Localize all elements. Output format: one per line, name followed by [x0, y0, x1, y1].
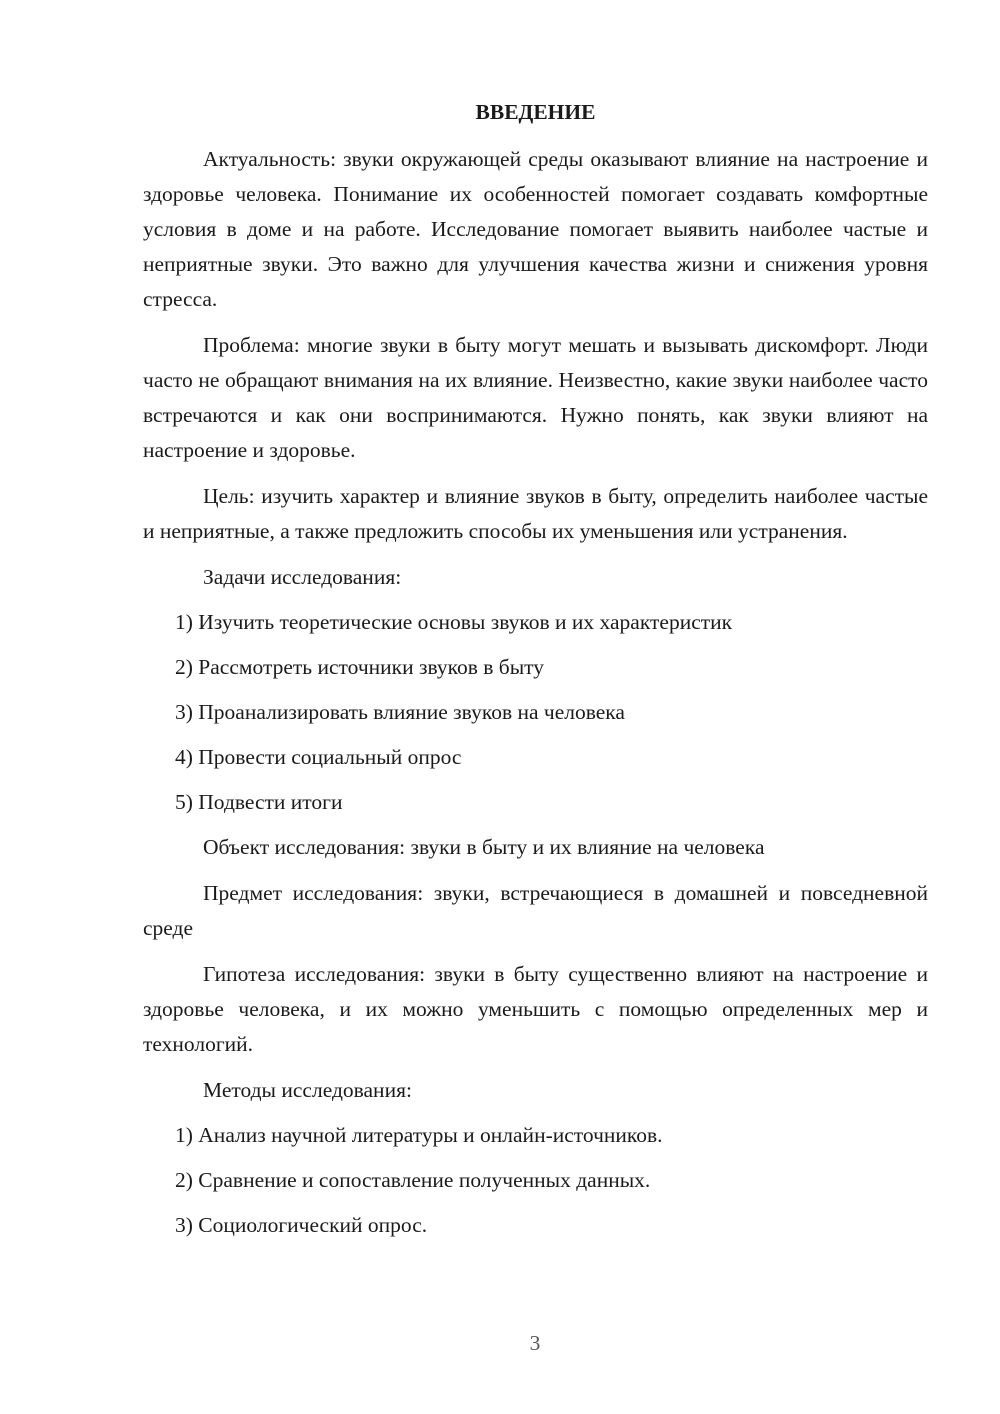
list-item: 3) Проанализировать влияние звуков на человека	[175, 700, 625, 724]
hypothesis-paragraph: Гипотеза исследования: звуки в быту существенно влияют на настроение и здоровье человека, и их можно уменьшить с помощью определенных мер и технологий.	[143, 962, 928, 1056]
list-item: 4) Провести социальный опрос	[175, 745, 462, 769]
list-item: 1) Анализ научной литературы и онлайн-источников.	[175, 1123, 663, 1147]
problem-paragraph: Проблема: многие звуки в быту могут мешать и вызывать дискомфорт. Люди часто не обращают внимания на их влияние. Неизвестно, какие звуки наиболее часто встречаются и как они воспринимаются. Нужно понять, как звуки влияют на настроение и здоровье.	[143, 333, 928, 462]
tasks-list	[143, 605, 928, 820]
list-item: 3) Социологический опрос.	[175, 1213, 428, 1237]
tasks-heading: Задачи исследования:	[203, 565, 402, 589]
methods-heading: Методы исследования:	[203, 1078, 412, 1102]
goal-paragraph: Цель: изучить характер и влияние звуков в быту, определить наиболее частые и неприятные, а также предложить способы их уменьшения или устранения.	[143, 484, 928, 543]
list-item: 5) Подвести итоги	[175, 790, 343, 814]
page-number: 3	[529, 1331, 541, 1355]
relevance-paragraph: Актуальность: звуки окружающей среды оказывают влияние на настроение и здоровье человека. Понимание их особенностей помогает создавать комфортные условия в доме и на работе. Исследование помогает выявить наиболее частые и неприятные звуки. Это важно для улучшения качества жизни и снижения уровня стресса.	[143, 147, 928, 311]
list-item: 2) Сравнение и сопоставление полученных данных.	[175, 1168, 651, 1192]
list-item: 1) Изучить теоретические основы звуков и их характеристик	[175, 610, 733, 634]
list-item: 2) Рассмотреть источники звуков в быту	[175, 655, 545, 679]
document-page	[143, 95, 928, 1253]
subject-paragraph: Предмет исследования: звуки, встречающиеся в домашней и повседневной среде	[143, 881, 928, 940]
object-paragraph: Объект исследования: звуки в быту и их влияние на человека	[203, 835, 765, 859]
page-title: ВВЕДЕНИЕ	[475, 100, 596, 124]
methods-list	[143, 1118, 928, 1243]
